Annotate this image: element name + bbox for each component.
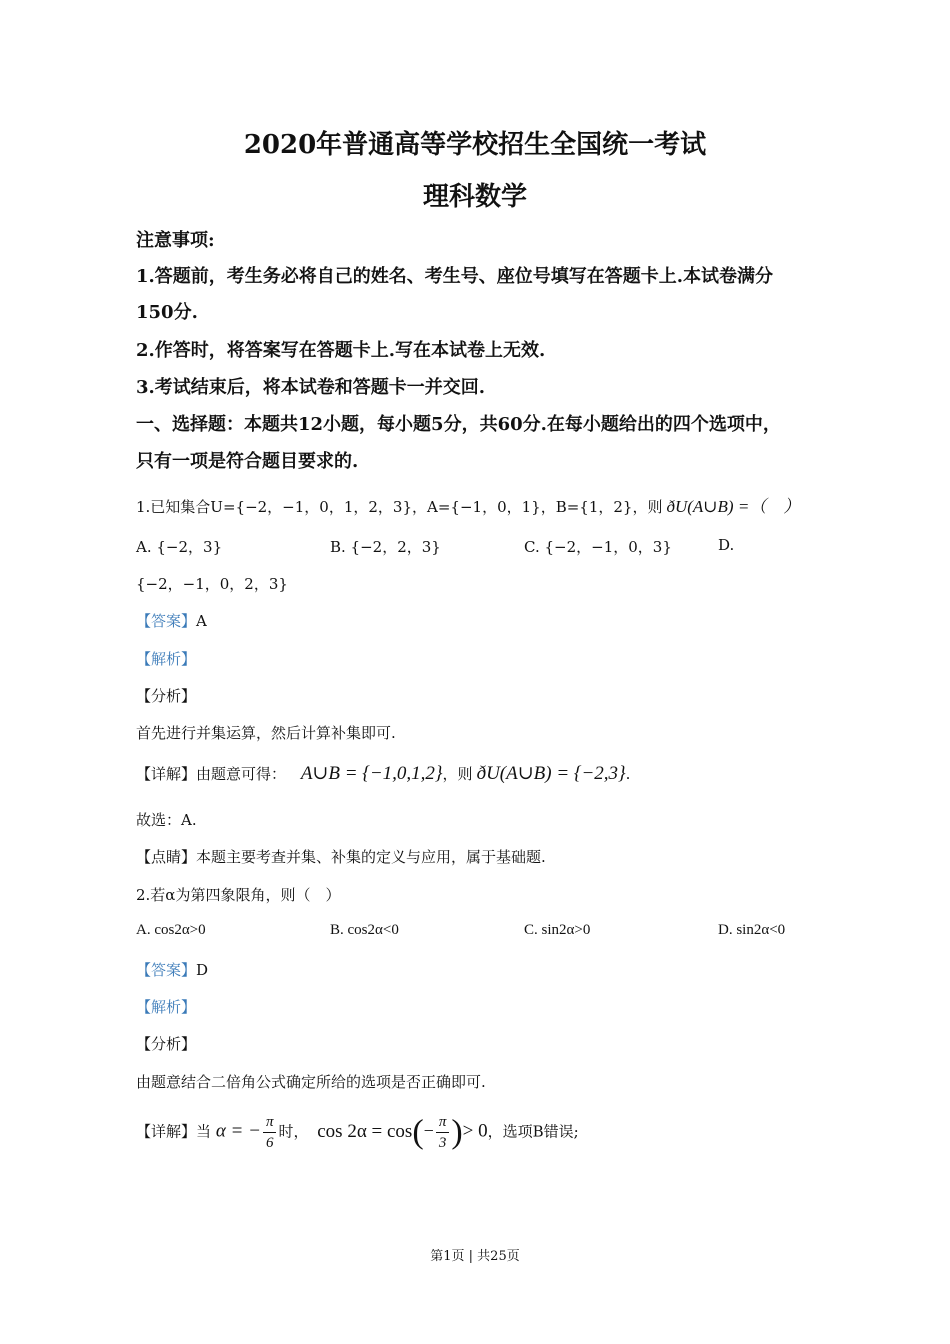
q2-analysis-tag: 【解析】: [136, 998, 197, 1016]
q1-fenxi: 首先进行并集运算，然后计算补集即可.: [136, 724, 396, 742]
q2-option-a: A. cos2α>0: [136, 922, 206, 938]
left-paren: (: [412, 1113, 424, 1151]
q2-stem: 2.若α为第四象限角，则（ ）: [136, 886, 341, 904]
q2-detail: [136, 1112, 579, 1153]
dianjing-tag: 【点睛】: [136, 848, 197, 866]
q1-choice: 故选：A.: [136, 811, 197, 829]
q1-option-d-value: {−2，−1，0，2，3}: [136, 575, 288, 593]
fraction-denominator: 3: [438, 1135, 447, 1151]
notice-item-2: 2.作答时，将答案写在答题卡上.写在本试卷上无效.: [136, 340, 546, 361]
right-paren: ): [451, 1113, 463, 1151]
q1-fenxi-tag: 【分析】: [136, 687, 197, 705]
q1-analysis-tag: 【解析】: [136, 650, 197, 668]
fraction-pi-over-3: [436, 1112, 450, 1153]
q1-detail: [136, 762, 630, 785]
section-heading-cont: 只有一项是符合题目要求的.: [136, 451, 359, 472]
q2-fenxi: 由题意结合二倍角公式确定所给的选项是否正确即可.: [136, 1073, 486, 1091]
notice-item-1: 1.答题前，考生务必将自己的姓名、考生号、座位号填写在答题卡上.本试卷满分: [136, 266, 774, 287]
detail-tag: 【详解】: [136, 765, 197, 783]
notice-heading: 注意事项:: [136, 230, 215, 251]
detail-tag: 【详解】: [136, 1122, 197, 1141]
detail-math-union: A∪B = {−1,0,1,2}: [300, 763, 443, 784]
fraction-numerator: π: [436, 1112, 450, 1133]
q1-stem-math: ðU(A∪B) =（ ）: [666, 497, 801, 516]
q2-fenxi-tag: 【分析】: [136, 1035, 197, 1053]
detail-end: .: [625, 765, 631, 783]
detail-end: ，选项B错误;: [487, 1122, 579, 1141]
q1-stem: [136, 492, 800, 517]
detail-time: 时，: [278, 1122, 309, 1141]
answer-value: D: [196, 961, 209, 979]
notice-item-3: 3.考试结束后，将本试卷和答题卡一并交回.: [136, 377, 486, 398]
detail-gt: > 0: [462, 1120, 488, 1142]
q2-option-c: C. sin2α>0: [524, 922, 591, 938]
q2-option-b: B. cos2α<0: [330, 922, 399, 938]
answer-value: A: [196, 612, 207, 630]
section-heading: 一、选择题：本题共12小题，每小题5分，共60分.在每小题给出的四个选项中，: [136, 414, 781, 435]
q1-option-b: B. {−2，2，3}: [330, 538, 441, 556]
answer-tag: 【答案】: [136, 961, 197, 979]
dianjing-text: 本题主要考查并集、补集的定义与应用，属于基础题.: [196, 848, 546, 866]
q1-answer: [136, 610, 207, 631]
fraction-denominator: 6: [265, 1135, 274, 1151]
q1-dianjing: [136, 846, 546, 867]
detail-minus: −: [423, 1120, 434, 1141]
detail-math-complement: ðU(A∪B) = {−2,3}: [476, 763, 626, 784]
detail-when: 当: [196, 1122, 212, 1141]
detail-mid: ，则: [442, 765, 473, 783]
fraction-pi-over-6: [263, 1112, 277, 1153]
answer-tag: 【答案】: [136, 612, 197, 630]
notice-item-1-cont: 150分.: [136, 302, 198, 323]
detail-text: 由题意可得：: [196, 765, 287, 783]
q1-stem-text: 1.已知集合U={−2，−1，0，1，2，3}，A={−1，0，1}，B={1，2}，则: [136, 498, 663, 516]
exam-subtitle: 理科数学: [422, 182, 527, 212]
exam-title: 2020年普通高等学校招生全国统一考试: [243, 130, 707, 160]
page-footer: 第1页 | 共25页: [430, 1249, 520, 1264]
q1-option-d-label: D.: [718, 536, 735, 554]
q1-option-c: C. {−2，−1，0，3}: [524, 538, 672, 556]
q2-answer: [136, 959, 208, 980]
q1-option-a: A. {−2，3}: [136, 538, 223, 556]
detail-cos: cos 2α = cos: [317, 1120, 413, 1142]
q2-option-d: D. sin2α<0: [718, 922, 786, 938]
fraction-numerator: π: [263, 1112, 277, 1133]
detail-alpha: α = −: [215, 1120, 261, 1142]
